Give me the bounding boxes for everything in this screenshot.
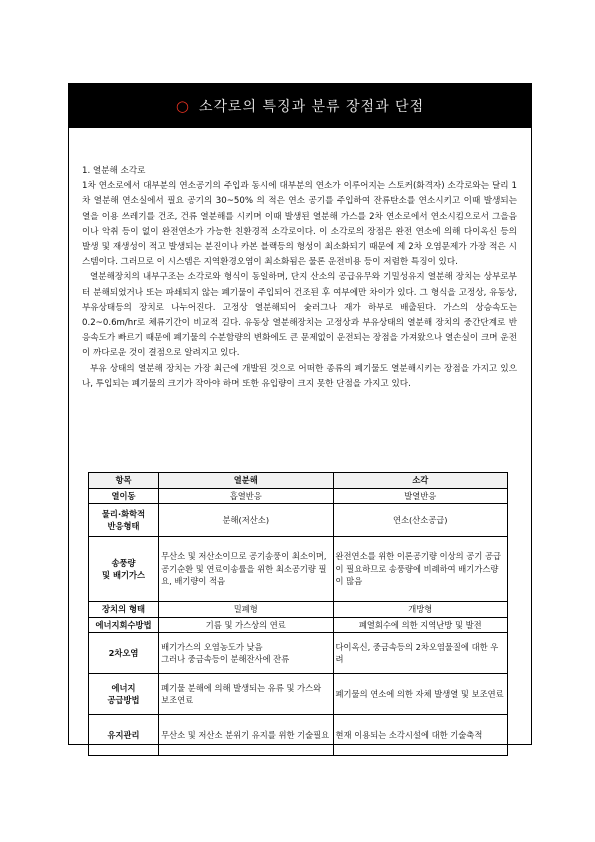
incineration-cell: 폐기물의 연소에 의한 자체 발생열 및 보조연료 bbox=[333, 674, 507, 715]
body-content bbox=[82, 164, 517, 392]
header-item: 항목 bbox=[89, 473, 159, 489]
row-label: 열이동 bbox=[89, 488, 159, 504]
table-row bbox=[89, 674, 508, 715]
paragraph-2: 열분해장치의 내부구조는 소각로와 형식이 동일하며, 단지 산소의 공급유무와 기밀성유지 열분해 장치는 상부로부터 분해되었거나 또는 파쇄되지 않는 폐기물이 주입되어 건조된 후 여부에만 차이가 있다. 그 형식을 고정상, 유동상, 부유상태등의 장치로 나누어진다. 고정상 열분해되어 숯러그나 재가 하부로 배출된다. 가스의 상승속도는 0.2~0.6m/hr로 체류기간이 비교적 길다. 유동상 열분해장치는 고정상과 부유상태의 열분해 장치의 중간단계로 반응속도가 빠르기 때문에 폐기물의 수분함량의 변화에도 큰 문제없이 운전되는 장점을 가져왔으나 열손실이 크며 운전이 까다로운 것이 결점으로 알려지고 있다. bbox=[82, 272, 517, 359]
paragraph-1: 1차 연소로에서 대부분의 연소공기의 주입과 동시에 대부분의 연소가 이루어지는 스토커(화격자) 소각로와는 달리 1차 열분해 연소실에서 필요 공기의 30~50% 의 적은 연소 공기를 주입하여 잔류탄소를 연소시키고 이때 발생되는 열을 이용 쓰레기를 건조, 건류 열분해를 시키며 이때 발생된 열분해 가스를 2차 연소로에서 연소시킴으로서 그을음이나 악취 등이 없이 완전연소가 가능한 친환경적 소각로이다. 이 소각로의 장점은 완전 연소에 의해 다이옥신 등의 발생 및 재생성이 적고 발생되는 분진이나 카본 블랙등의 형성이 최소화되기 때문에 제 2차 오염문제가 가장 적은 시스템이다. 그러므로 이 시스템은 지역환경오염이 최소화됨은 물론 운전비용 등이 저렴한 특징이 있다. bbox=[82, 181, 517, 268]
pyrolysis-cell: 기름 및 가스상의 연료 bbox=[159, 617, 333, 633]
incineration-cell: 개방형 bbox=[333, 602, 507, 618]
comparison-table bbox=[88, 472, 508, 756]
table-row bbox=[89, 537, 508, 602]
incineration-cell: 완전연소를 위한 이론공기량 이상의 공기 공급이 필요하므로 송풍량에 비례하여 배기가스량이 많음 bbox=[333, 537, 507, 602]
incineration-cell: 폐열회수에 의한 지역난방 및 발전 bbox=[333, 617, 507, 633]
table-row bbox=[89, 504, 508, 537]
table-row bbox=[89, 715, 508, 756]
header-incineration: 소각 bbox=[333, 473, 507, 489]
pyrolysis-cell: 분해(저산소) bbox=[159, 504, 333, 537]
row-label: 물리·화학적 반응형태 bbox=[89, 504, 159, 537]
pyrolysis-cell: 흡열반응 bbox=[159, 488, 333, 504]
table-header-row bbox=[89, 473, 508, 489]
document-frame bbox=[68, 83, 532, 745]
row-label: 장치의 형태 bbox=[89, 602, 159, 618]
row-label: 송풍량 및 배기가스 bbox=[89, 537, 159, 602]
section-heading: 1. 열분해 소각로 bbox=[82, 166, 146, 176]
row-label: 유지관리 bbox=[89, 715, 159, 756]
incineration-cell: 다이옥신, 중금속등의 2차오염물질에 대한 우려 bbox=[333, 633, 507, 674]
table-row bbox=[89, 602, 508, 618]
paragraph-3: 부유 상태의 열분해 장치는 가장 최근에 개발된 것으로 어떠한 종류의 폐기물도 열분해시키는 장점을 가지고 있으나, 투입되는 폐기물의 크기가 작아야 하며 또한 유입량이 크지 못한 단점을 가지고 있다. bbox=[82, 363, 517, 389]
row-label: 2차오염 bbox=[89, 633, 159, 674]
table-row bbox=[89, 633, 508, 674]
pyrolysis-cell: 밀폐형 bbox=[159, 602, 333, 618]
row-label: 에너지회수방법 bbox=[89, 617, 159, 633]
incineration-cell: 연소(산소공급) bbox=[333, 504, 507, 537]
incineration-cell: 발열반응 bbox=[333, 488, 507, 504]
table-row bbox=[89, 617, 508, 633]
pyrolysis-cell: 배기가스의 오염농도가 낮음 그러나 중금속등이 분해잔사에 잔류 bbox=[159, 633, 333, 674]
table-row bbox=[89, 488, 508, 504]
row-label: 에너지 공급방법 bbox=[89, 674, 159, 715]
title-bar bbox=[69, 84, 531, 128]
pyrolysis-cell: 무산소 및 저산소 분위기 유지를 위한 기술필요 bbox=[159, 715, 333, 756]
page-title: 소각로의 특징과 분류 장점과 단점 bbox=[198, 99, 425, 115]
circle-marker-icon: ○ bbox=[175, 97, 189, 115]
incineration-cell: 현재 이용되는 소각시설에 대한 기술축적 bbox=[333, 715, 507, 756]
pyrolysis-cell: 무산소 및 저산소이므로 공기송풍이 최소이며, 공기순환 및 연료이송률을 위한 최소공기량 필요, 배기량이 적음 bbox=[159, 537, 333, 602]
header-pyrolysis: 열분해 bbox=[159, 473, 333, 489]
pyrolysis-cell: 폐기물 분해에 의해 발생되는 유류 및 가스와 보조연료 bbox=[159, 674, 333, 715]
